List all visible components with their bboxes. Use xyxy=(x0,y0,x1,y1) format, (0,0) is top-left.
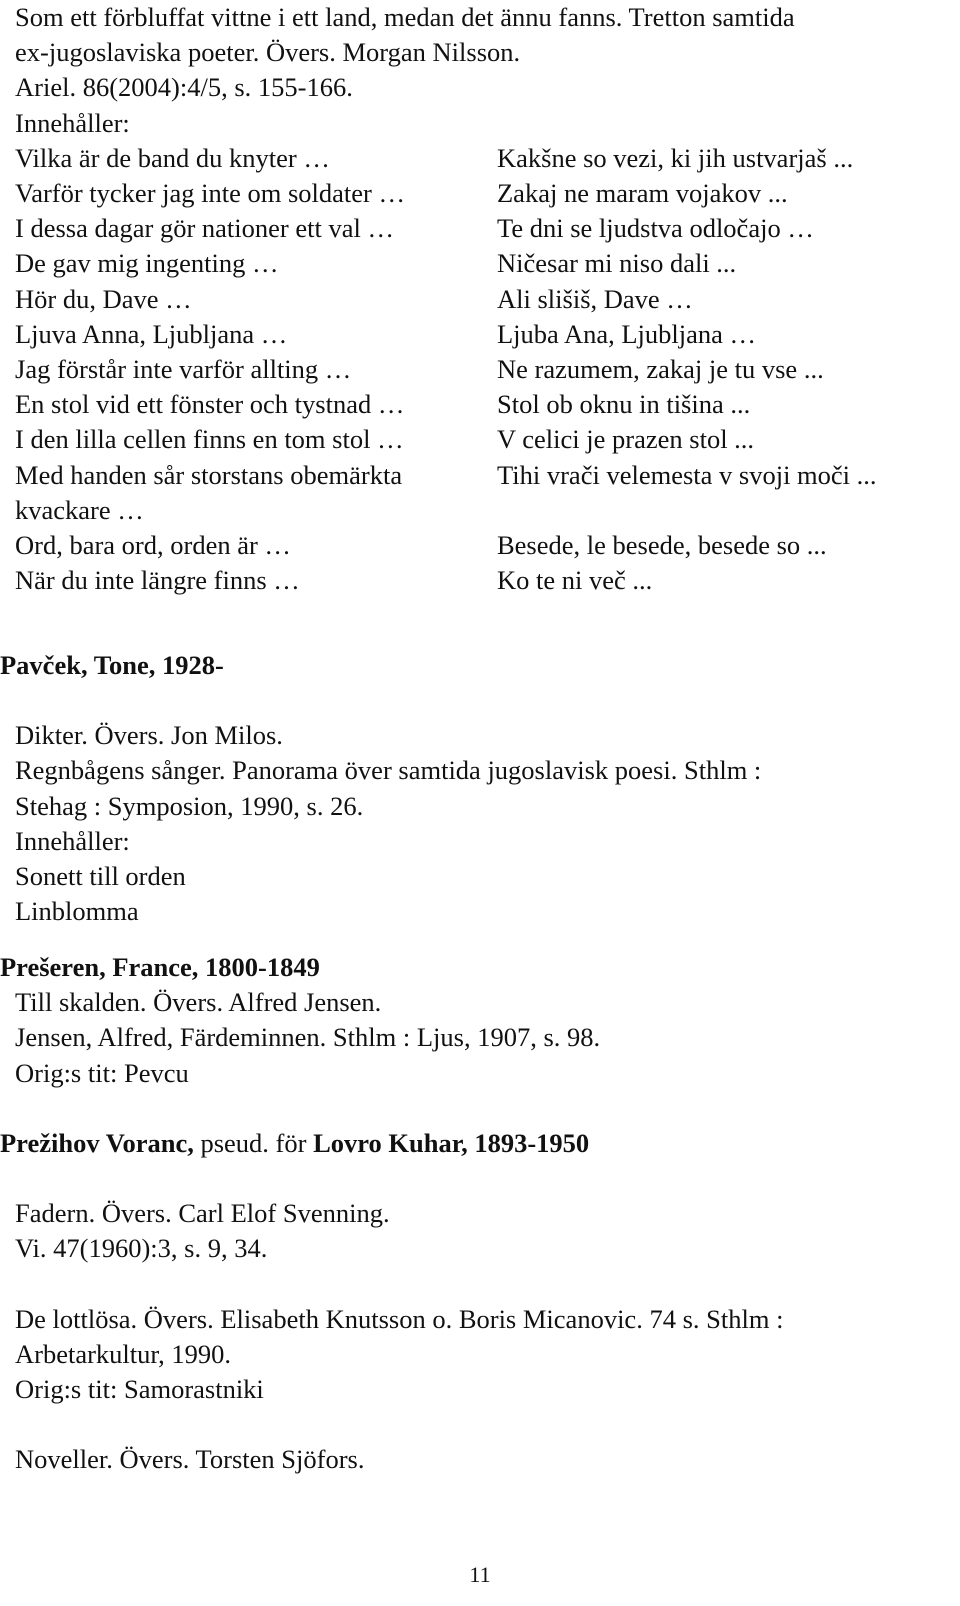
slovene-title: Ničesar mi niso dali ... xyxy=(497,248,737,279)
entry-line: Stehag : Symposion, 1990, s. 26. xyxy=(15,790,364,821)
contents-row xyxy=(15,563,960,598)
entry-line: ex-jugoslaviska poeter. Övers. Morgan Nilsson. xyxy=(15,37,521,68)
spacer xyxy=(0,1267,960,1302)
contents-row xyxy=(15,282,960,317)
swedish-title: I den lilla cellen finns en tom stol … xyxy=(15,424,404,455)
slovene-title: Zakaj ne maram vojakov ... xyxy=(497,178,788,209)
author-heading: Prešeren, France, 1800-1849 xyxy=(0,952,320,982)
author-heading: Pavček, Tone, 1928- xyxy=(0,650,224,680)
spacer xyxy=(0,1407,960,1442)
entry-preseren xyxy=(0,950,960,1091)
slovene-title: V celici je prazen stol ... xyxy=(497,424,755,455)
contents-row xyxy=(15,317,960,352)
swedish-title: En stol vid ett fönster och tystnad … xyxy=(15,389,405,420)
contents-row xyxy=(15,352,960,387)
contents-row xyxy=(15,422,960,457)
entry-line: Orig:s tit: Pevcu xyxy=(15,1057,189,1088)
entry-line: Dikter. Övers. Jon Milos. xyxy=(15,720,283,751)
slovene-title: Ljuba Ana, Ljubljana … xyxy=(497,318,757,349)
slovene-title xyxy=(497,493,960,528)
swedish-title: Med handen sår storstans obemärkta xyxy=(15,459,403,490)
author-pseudonym: Prežihov Voranc, xyxy=(0,1128,194,1158)
slovene-title: Kakšne so vezi, ki jih ustvarjaš ... xyxy=(497,142,854,173)
entry-line: Orig:s tit: Samorastniki xyxy=(15,1374,264,1405)
swedish-title: I dessa dagar gör nationer ett val … xyxy=(15,213,394,244)
entry-line: Regnbågens sånger. Panorama över samtida jugoslavisk poesi. Sthlm : xyxy=(15,755,762,786)
swedish-title: När du inte längre finns … xyxy=(15,565,300,596)
author-heading xyxy=(0,1126,960,1161)
contents-row xyxy=(15,211,960,246)
slovene-title: Te dni se ljudstva odločajo … xyxy=(497,213,814,244)
contents-label: Innehåller: xyxy=(15,825,130,856)
author-connector: pseud. för xyxy=(193,1128,314,1158)
swedish-title: kvackare … xyxy=(15,494,144,525)
contents-row xyxy=(15,528,960,563)
slovene-title: Ali slišiš, Dave … xyxy=(497,283,693,314)
slovene-title: Besede, le besede, besede so ... xyxy=(497,530,827,561)
contents-row xyxy=(15,141,960,176)
contents-row xyxy=(15,176,960,211)
contents-label: Innehåller: xyxy=(15,107,130,138)
entry-pavcek xyxy=(0,648,960,929)
swedish-title: Jag förstår inte varför allting … xyxy=(15,354,352,385)
entry-line: Fadern. Övers. Carl Elof Svenning. xyxy=(15,1198,390,1229)
contents-row xyxy=(15,458,960,493)
entry-line: Som ett förbluffat vittne i ett land, medan det ännu fanns. Tretton samtida xyxy=(15,2,795,32)
entry-line: De lottlösa. Övers. Elisabeth Knutsson o. Boris Micanovic. 74 s. Sthlm : xyxy=(15,1303,784,1334)
slovene-title: Ko te ni več ... xyxy=(497,565,653,596)
spacer xyxy=(0,1161,960,1196)
slovene-title: Tihi vrači velemesta v svoji moči ... xyxy=(497,459,877,490)
contents-item: Sonett till orden xyxy=(15,861,186,892)
page-number: 11 xyxy=(469,1562,491,1587)
entry-anthology xyxy=(0,0,960,598)
swedish-title: De gav mig ingenting … xyxy=(15,248,279,279)
spacer xyxy=(0,683,960,718)
entry-voranc xyxy=(0,1126,960,1477)
entry-line: Jensen, Alfred, Färdeminnen. Sthlm : Ljus, 1907, s. 98. xyxy=(15,1022,601,1053)
swedish-title: Varför tycker jag inte om soldater … xyxy=(15,178,406,209)
entry-line: Ariel. 86(2004):4/5, s. 155-166. xyxy=(15,72,353,103)
contents-row xyxy=(15,493,960,528)
entry-line: Vi. 47(1960):3, s. 9, 34. xyxy=(15,1233,268,1264)
swedish-title: Ord, bara ord, orden är … xyxy=(15,530,291,561)
slovene-title: Ne razumem, zakaj je tu vse ... xyxy=(497,354,824,385)
contents-row xyxy=(15,387,960,422)
entry-line: Noveller. Övers. Torsten Sjöfors. xyxy=(15,1444,365,1475)
slovene-title: Stol ob oknu in tišina ... xyxy=(497,389,751,420)
contents-table xyxy=(0,141,960,599)
contents-row xyxy=(15,246,960,281)
entry-line: Till skalden. Övers. Alfred Jensen. xyxy=(15,987,382,1018)
contents-item: Linblomma xyxy=(15,896,139,927)
swedish-title: Hör du, Dave … xyxy=(15,283,192,314)
swedish-title: Vilka är de band du knyter … xyxy=(15,142,330,173)
author-realname: Lovro Kuhar, 1893-1950 xyxy=(313,1128,590,1158)
swedish-title: Ljuva Anna, Ljubljana … xyxy=(15,318,288,349)
entry-line: Arbetarkultur, 1990. xyxy=(15,1338,232,1369)
